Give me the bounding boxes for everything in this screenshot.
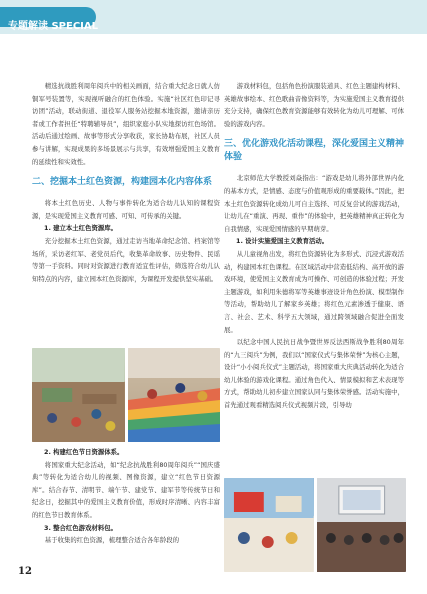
right-para-3: 从儿童视角出发，将红色资源转化为多形式、沉浸式游戏活动，构建园本红色课程。在区域活动中营造低结构、高开放的游戏环境，使爱国主义教育成为可操作、可创造的体验过程；开发主题游戏，如利用朱德将军等英雄事迹设计角色扮演、模型制作等活动，帮助幼儿了解家乡英雄；将红色元素渗透于健康、语言、社会、艺术、科学五大领域，通过跨领域融合促进全面发展。 [224, 249, 404, 334]
right-para-4: 以纪念中国人民抗日战争暨世界反法西斯战争胜利80周年的“九三阅兵”为例，我们以“国家仪式与集体荣誉”为核心主题，设计“小小阅兵仪式”主题活动，将国家重大庆典活动转化为适合幼儿体验的游戏化课程。通过角色代入、情景模拟和艺术表现等方式，帮助幼儿初步建立国家认同与集体荣誉感。活动实施中，首先通过观看精选阅兵仪式视频片段，引导幼 [224, 338, 404, 410]
left-column-lower [32, 446, 220, 547]
left-para-5: 基于收集的红色资源，梳理整合适合各年龄段的 [44, 536, 179, 545]
header-title: 专题解读 SPECIAL [8, 21, 99, 32]
header-bar [0, 0, 427, 34]
right-photo-group [224, 478, 406, 572]
right-para-1: 游戏材料包，包括角色扮演服装道具、红色主题建构材料、英雄故事绘本、红色歌曲音像资料等，为实施爱国主义教育提供充分支持，确保红色教育资源能够有效转化为幼儿可理解、可体验的游戏内容。 [224, 82, 404, 128]
left-column [32, 80, 220, 285]
sub-heading-3: 3. 整合红色游戏材料包。 [44, 523, 118, 532]
right-para-2: 北京师范大学教授刘焱指出：“游戏是幼儿将外部世界内化的基本方式，是情感、态度与价值观形成的重要载体。”因此，把本土红色资源转化成幼儿可自主选择、可反复尝试的游戏活动，让幼儿在“重演、再现、重作”的体验中，把英雄精神真正转化为自我情感，实现爱国情感的早期萌芽。 [224, 174, 404, 233]
left-para-1: 精选抗战胜利周年阅兵中的相关画面，结合重大纪念日就人仿铜军号装置等，实现视听融合的红色体验。实施“社区红色印记寻访团”活动，联动街道、退役军人服务站挖掘本地资源，邀请亲历者或工作者担任“特聘辅导员”，组织家庭小队实地探访红色场馆。活动后通过绘画、故事等形式分享收获，家长协助布展，社区人员参与讲解，实现成果的多场景展示与共享，有效增强爱国主义教育的延续性和实效性。 [32, 82, 220, 166]
right-column [224, 80, 404, 412]
page-number: 12 [18, 566, 32, 577]
section-3-title: 三、优化游戏化活动课程，深化爱国主义精神体验 [224, 139, 405, 163]
left-para-2: 将本土红色历史、人物与事件转化为适合幼儿认知的课程资源，是实现爱国主义教育可感、可知、可传承的关键。 [32, 199, 220, 220]
photo-children-rainbow-mat [128, 348, 221, 442]
photo-sky-flag-activity [224, 478, 314, 572]
left-photo-group [32, 348, 220, 442]
section-2-title: 二、挖掘本土红色资源，构建园本化内容体系 [32, 177, 213, 188]
sub-heading-1: 1. 建立本土红色资源库。 [44, 224, 118, 233]
header-tab [0, 7, 99, 32]
sub-heading-2: 2. 构建红色节日资源体系。 [44, 448, 124, 456]
left-para-4: 将国家重大纪念活动，如“纪念抗战胜利80周年阅兵”“国庆盛典”等转化为适合幼儿的视频、图像资源，建立“红色节日资源库”。结合春节、清明节、端午节、建党节、建军节等传统节日和纪念日，挖掘其中的爱国主义教育价值，形成时序清晰、内容丰富的红色节日教育体系。 [32, 460, 220, 519]
left-para-3: 充分挖掘本土红色资源，通过走访当地革命纪念馆、档案馆等场所，采访老红军、老党员后代，收集革命故事、历史物件、民谣等第一手资料。同时对资源进行教育适宜性评估，筛选符合幼儿认知特点的内容，建立园本红色资源库，为课程开发提供坚实基础。 [32, 236, 220, 283]
photo-auditorium-screen [317, 478, 407, 572]
sub-heading-r1: 1. 设计实施爱国主义教育活动。 [236, 237, 329, 246]
photo-outdoor-children [32, 348, 125, 442]
